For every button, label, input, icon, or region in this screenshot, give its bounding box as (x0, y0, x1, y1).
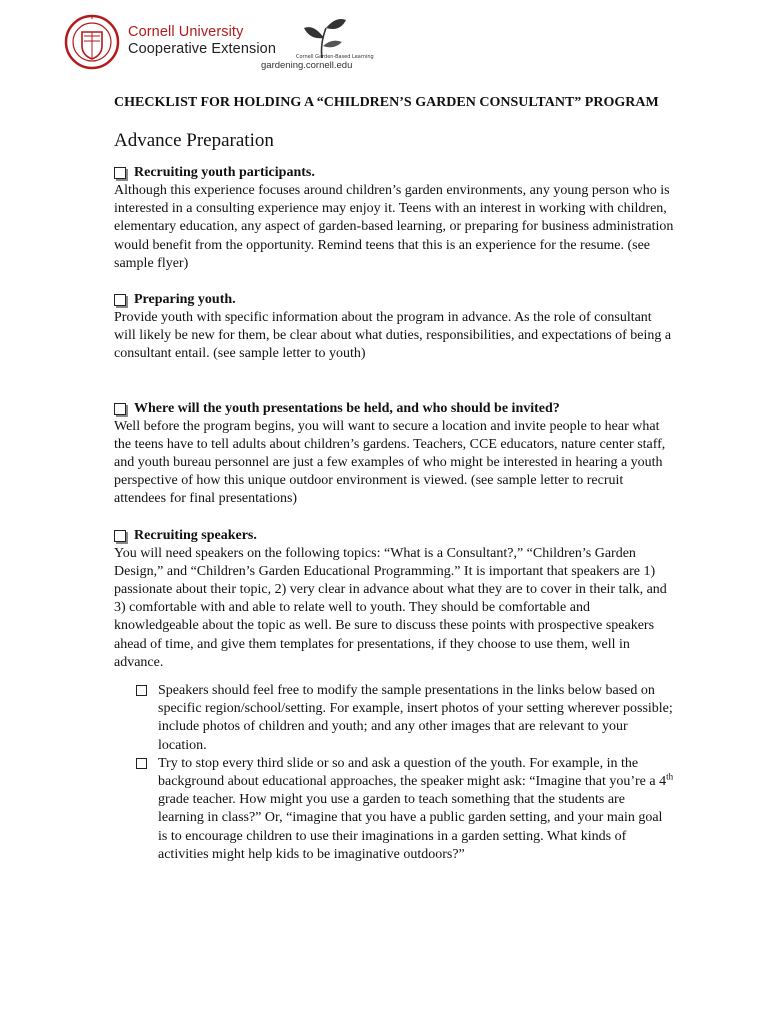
checklist-body: You will need speakers on the following topics: “What is a Consultant?,” “Children’s Garden Design,” and “Children’s Garden Educational Programming.” It is important that speakers are 1) passionate about their topic, 2) very clear in advance about what they are to cover in their talk, and 3) comfortable with and able to relate well to youth. They should be comfortable and knowledgeable about the topic as well. Be sure to discuss these points with prospective speakers ahead of time, and give them templates for presentations, if they choose to use them, well in advance. (114, 545, 667, 670)
sub-checklist-item (136, 682, 674, 755)
sub-item-text-start: Try to stop every third slide or so and ask a question of the youth. For example, in the background about educational approaches, the speaker might ask: “Imagine that you’re a 4 (158, 755, 667, 790)
checklist-item (114, 164, 674, 273)
checklist-item (114, 527, 674, 864)
garden-based-learning-logo-icon (292, 14, 374, 62)
checkbox-icon (114, 294, 126, 306)
org-line-2: Cooperative Extension (128, 41, 276, 57)
ordinal-suffix: th (666, 771, 674, 782)
sub-checklist (114, 682, 674, 864)
logo-caption: Cornell Garden-Based Learning (296, 54, 374, 60)
checkbox-icon (136, 758, 147, 769)
checklist-heading (114, 291, 674, 309)
sub-item-text: Speakers should feel free to modify the sample presentations in the links below based on specific region/school/setting. For example, insert photos of your setting wherever possible; include photos of children and youth; and any other images that are relevant to your location. (158, 683, 673, 753)
checklist-body: Provide youth with specific information about the program in advance. As the role of consultant will likely be new for them, be clear about what duties, responsibilities, and expectations of being a consultant entail. (see sample letter to youth) (114, 310, 672, 362)
checklist-body: Well before the program begins, you will want to secure a location and invite people to hear what the teens have to tell adults about children’s gardens. Teachers, CCE educators, nature center staff, and youth bureau personnel are just a few examples of who might be interested in hearing a youth perspective of how this unique outdoor environment is viewed. (see sample letter to recruit attendees for final presentations) (114, 418, 666, 507)
letterhead (64, 14, 484, 76)
checkbox-icon (114, 403, 126, 415)
checkbox-icon (136, 685, 147, 696)
org-line-1: Cornell University (128, 24, 244, 40)
document-body (114, 94, 674, 882)
website-url: gardening.cornell.edu (261, 60, 353, 71)
checklist-item (114, 400, 674, 509)
sub-item-text-end: grade teacher. How might you use a garden to teach something that the students are learning in class?” Or, “imagine that you have a public garden setting, and your main goal is to encourage children to use their imaginations in a garden setting. What kinds of activities might help kids to be imaginative outdoors?” (158, 792, 663, 862)
checklist-heading-text: Preparing youth. (134, 292, 236, 308)
checklist-heading-text: Recruiting speakers. (134, 527, 257, 543)
cornell-seal-icon (64, 14, 120, 70)
checklist-heading (114, 400, 674, 418)
checkbox-icon (114, 530, 126, 542)
checklist-heading-text: Where will the youth presentations be held, and who should be invited? (134, 400, 560, 416)
sub-checklist-item (136, 755, 674, 864)
checklist-heading (114, 164, 674, 182)
checklist-body: Although this experience focuses around children’s garden environments, any young person who is interested in a consulting experience may enjoy it. Teens with an interest in working with children, elementary education, any aspect of garden-based learning, or preparing for business administration would benefit from the opportunity. Remind teens that this is an experience for the resume. (see sample flyer) (114, 183, 674, 271)
checklist-item (114, 291, 674, 364)
section-heading: Advance Preparation (114, 130, 274, 151)
document-title: CHECKLIST FOR HOLDING A “CHILDREN’S GARDEN CONSULTANT” PROGRAM (114, 95, 659, 110)
checklist-heading (114, 527, 674, 545)
checkbox-icon (114, 167, 126, 179)
checklist-heading-text: Recruiting youth participants. (134, 165, 315, 180)
organization-name (128, 24, 276, 58)
